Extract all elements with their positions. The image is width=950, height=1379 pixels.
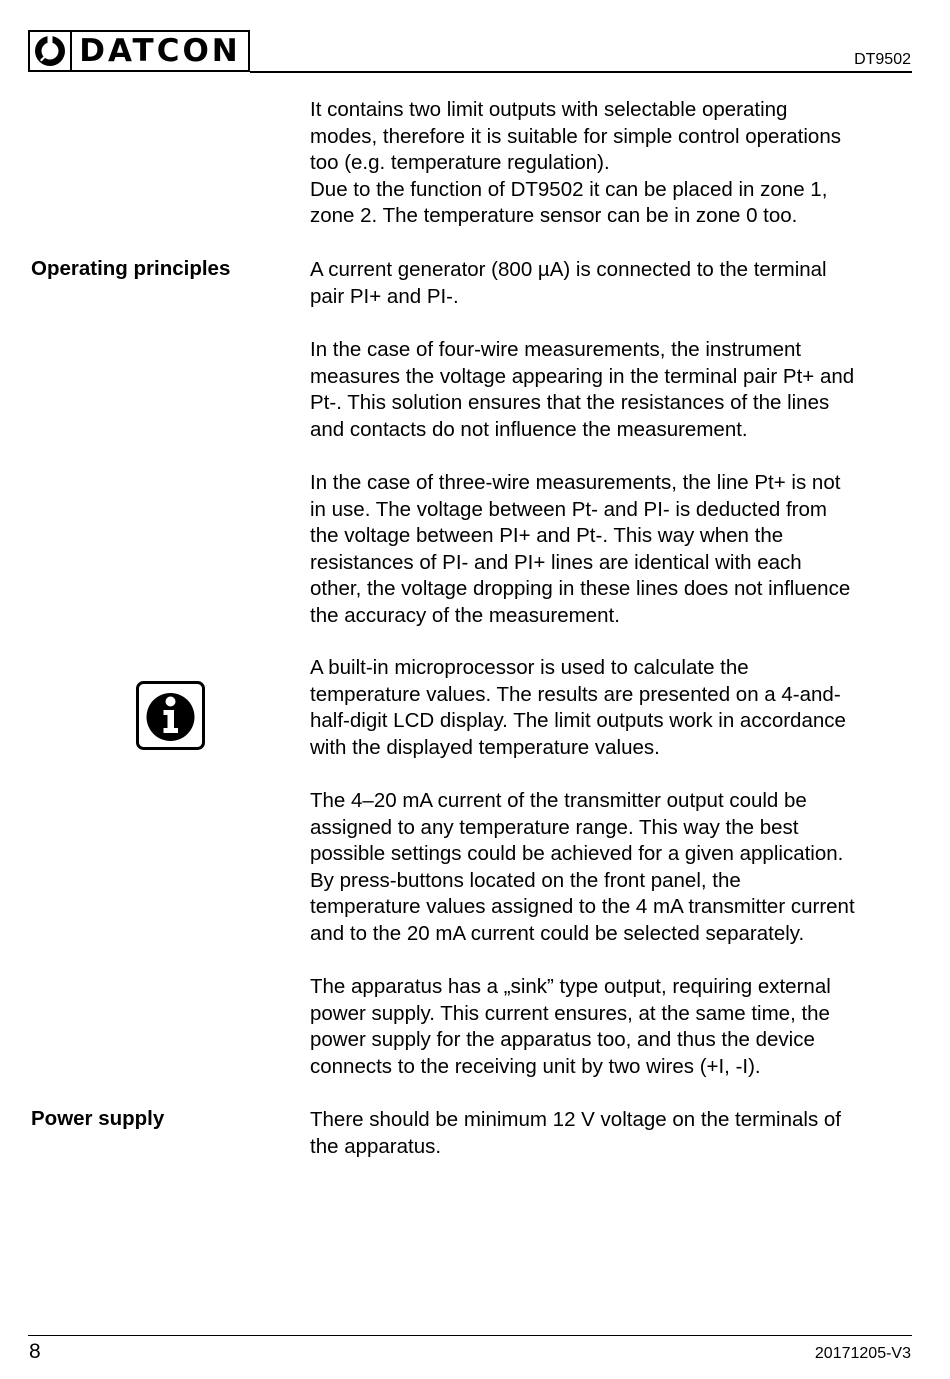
paragraph-text: A built-in microprocessor is used to calculate the temperature values. The results are presented on a 4-and- half-digit LCD display. The limit outputs work in accordance with the displayed temperature values. xyxy=(310,656,846,759)
page-number: 8 xyxy=(29,1340,41,1363)
brand-logo xyxy=(28,30,250,72)
paragraph-current-generator xyxy=(310,257,935,310)
paragraph-four-wire xyxy=(310,337,935,443)
datcon-logo-icon xyxy=(30,32,72,70)
section-heading-operating-principles: Operating principles xyxy=(31,257,231,280)
intro-text: It contains two limit outputs with selectable operating modes, therefore it is suitable for simple control operations too (e.g. temperature regulation). Due to the function of DT9502 it can be placed in zone 1, zone 2. The temperature sensor can be in zone 0 too. xyxy=(310,98,841,228)
paragraph-text: The apparatus has a „sink” type output, requiring external power supply. This current ensures, at the same time, the power supply for the apparatus too, and thus the device connects to the receiving unit by two wires (+I, -I). xyxy=(310,975,831,1078)
paragraph-text: In the case of four-wire measurements, the instrument measures the voltage appearing in the terminal pair Pt+ and Pt-. This solution ensures that the resistances of the lines and contacts do not influence the measurement. xyxy=(310,338,855,441)
brand-name: DATCON xyxy=(79,33,241,69)
paragraph-text: In the case of three-wire measurements, the line Pt+ is not in use. The voltage between Pt- and PI- is deducted from the voltage between PI+ and Pt-. This way when the resistances of PI- and PI+ lines are identical with each other, the voltage dropping in these lines does not influence the accuracy of the measurement. xyxy=(310,471,851,627)
paragraph-power-supply xyxy=(310,1107,935,1160)
document-code: DT9502 xyxy=(854,51,911,68)
paragraph-microprocessor xyxy=(310,655,935,761)
paragraph-text: There should be minimum 12 V voltage on the terminals of the apparatus. xyxy=(310,1108,841,1158)
paragraph-text: The 4–20 mA current of the transmitter output could be assigned to any temperature range. This way the best possible settings could be achieved for a given application. By press-buttons located on the front panel, the temperature values assigned to the 4 mA transmitter current and to the 20 mA current could be selected separately. xyxy=(310,789,855,945)
section-heading-power-supply: Power supply xyxy=(31,1107,165,1130)
info-icon xyxy=(136,681,205,750)
paragraph-transmitter-output xyxy=(310,788,935,948)
paragraph-sink-output xyxy=(310,974,935,1080)
footer-divider xyxy=(28,1335,912,1336)
revision-code: 20171205-V3 xyxy=(814,1345,911,1362)
intro-paragraph xyxy=(310,97,935,230)
paragraph-three-wire xyxy=(310,470,935,630)
header-divider xyxy=(250,71,912,73)
paragraph-text: A current generator (800 µA) is connected to the terminal pair PI+ and PI-. xyxy=(310,258,827,308)
